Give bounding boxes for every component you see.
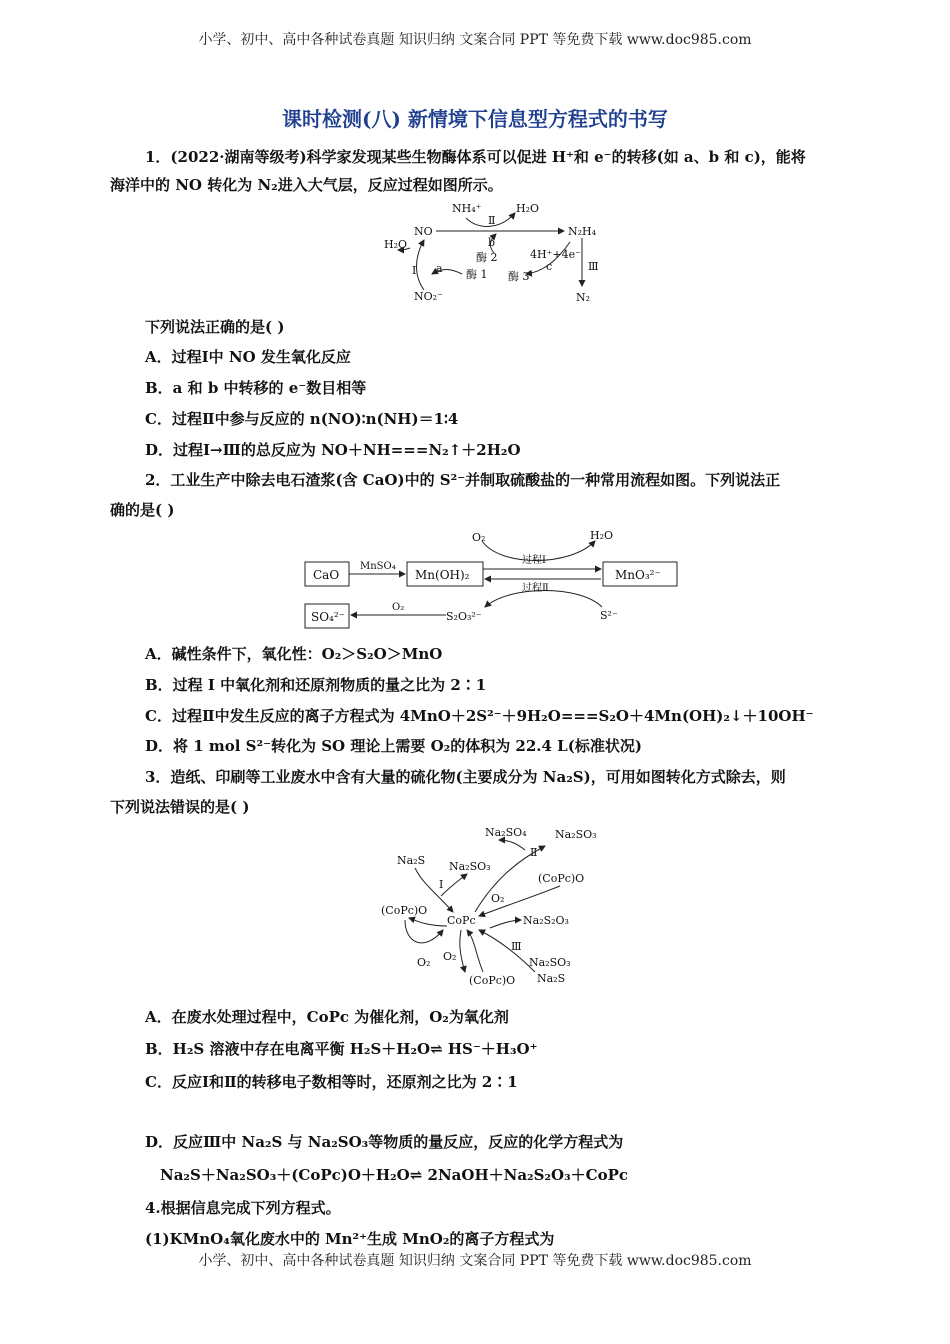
q3-copco-bottom: (CoPc)O bbox=[469, 974, 516, 987]
q3-o2-a: O₂ bbox=[417, 956, 431, 969]
q1-roman-ii: Ⅱ bbox=[488, 214, 496, 227]
q3-na2s-left: Na₂S bbox=[397, 854, 426, 867]
q1-reaction-diagram bbox=[370, 198, 610, 308]
q3-cycle-diagram bbox=[375, 822, 615, 994]
q1-line2: 海洋中的 NO 转化为 N₂进入大气层，反应过程如图所示。 bbox=[110, 176, 503, 194]
q1-stem: 下列说法正确的是( ) bbox=[145, 318, 285, 336]
q1-h-e: 4H⁺+4e⁻ bbox=[530, 248, 581, 261]
q3-o2-b: O₂ bbox=[443, 950, 457, 963]
q1-option-a: A．过程Ⅰ中 NO 发生氧化反应 bbox=[145, 348, 351, 366]
q2-option-a: A．碱性条件下，氧化性：O₂＞S₂O＞MnO bbox=[145, 645, 443, 663]
q2-proc1: 过程Ⅰ bbox=[522, 555, 546, 566]
page-title: 课时检测(八) 新情境下信息型方程式的书写 bbox=[282, 107, 668, 131]
q3-copco-left: (CoPc)O bbox=[381, 904, 428, 917]
q2-proc2: 过程Ⅱ bbox=[522, 583, 549, 594]
q2-option-b: B．过程 Ⅰ 中氧化剂和还原剂物质的量之比为 2∶1 bbox=[145, 676, 487, 694]
q1-a: a bbox=[436, 262, 443, 275]
q2-o2-bottom: O₂ bbox=[392, 602, 405, 613]
q3-line2: 下列说法错误的是( ) bbox=[110, 798, 250, 816]
q3-option-c: C．反应Ⅰ和Ⅱ的转移电子数相等时，还原剂之比为 2∶1 bbox=[145, 1073, 518, 1091]
q2-option-c: C．过程Ⅱ中发生反应的离子方程式为 4MnO＋2S²⁻＋9H₂O===S₂O＋4Mn(OH)₂↓＋10OH⁻ bbox=[145, 707, 814, 725]
q1-n2: N₂ bbox=[576, 291, 591, 304]
q2-cao: CaO bbox=[313, 568, 340, 582]
q2-h2o: H₂O bbox=[590, 529, 614, 542]
q3-na2so3-mid: Na₂SO₃ bbox=[449, 860, 491, 873]
q3-na2s2o3: Na₂S₂O₃ bbox=[523, 914, 569, 927]
q3-o2-mid: O₂ bbox=[491, 892, 505, 905]
q1-c: c bbox=[546, 260, 553, 273]
q1-roman-iii: Ⅲ bbox=[588, 260, 599, 273]
q2-line2: 确的是( ) bbox=[110, 501, 175, 519]
q1-line1: 1．(2022·湖南等级考)科学家发现某些生物酶体系可以促进 H⁺和 e⁻的转移(如 a、b 和 c)，能将 bbox=[145, 148, 806, 166]
q3-na2so3-br: Na₂SO₃ bbox=[529, 956, 571, 969]
q3-na2so3-top: Na₂SO₃ bbox=[555, 828, 597, 841]
q3-option-b: B．H₂S 溶液中存在电离平衡 H₂S＋H₂O⇌ HS⁻＋H₃O⁺ bbox=[145, 1040, 538, 1058]
q1-enzyme2: 酶 2 bbox=[476, 251, 498, 264]
q1-roman-i: Ⅰ bbox=[412, 264, 417, 277]
q2-mnso4: MnSO₄ bbox=[360, 561, 396, 572]
q1-nh4: NH₄⁺ bbox=[452, 202, 482, 215]
q4-line2: (1)KMnO₄氧化废水中的 Mn²⁺生成 MnO₂的离子方程式为 bbox=[145, 1230, 555, 1248]
q2-s2o3: S₂O₃²⁻ bbox=[446, 610, 482, 623]
q1-option-d: D．过程Ⅰ→Ⅲ的总反应为 NO＋NH===N₂↑＋2H₂O bbox=[145, 441, 521, 459]
q3-roman-i: Ⅰ bbox=[439, 878, 444, 891]
q1-no: NO bbox=[414, 225, 433, 238]
q3-copco-right: (CoPc)O bbox=[538, 872, 585, 885]
q3-equation: Na₂S＋Na₂SO₃＋(CoPc)O＋H₂O⇌ 2NaOH＋Na₂S₂O₃＋CoPc bbox=[160, 1166, 629, 1184]
q3-line1: 3．造纸、印刷等工业废水中含有大量的硫化物(主要成分为 Na₂S)，可用如图转化方式除去，则 bbox=[145, 768, 786, 786]
q2-mnoh2: Mn(OH)₂ bbox=[415, 568, 470, 582]
q2-flow-diagram bbox=[300, 527, 685, 635]
q1-h2o-left: H₂O bbox=[384, 238, 408, 251]
q2-line1: 2．工业生产中除去电石渣浆(含 CaO)中的 S²⁻并制取硫酸盐的一种常用流程如图。下列说法正 bbox=[145, 471, 781, 489]
q2-so4: SO₄²⁻ bbox=[311, 610, 346, 624]
q2-o2-top: O₂ bbox=[472, 531, 486, 544]
q3-na2s-br: Na₂S bbox=[537, 972, 566, 985]
q1-enzyme1: 酶 1 bbox=[466, 268, 488, 281]
page-header: 小学、初中、高中各种试卷真题 知识归纳 文案合同 PPT 等免费下载 www.doc985.com bbox=[198, 32, 752, 48]
page-footer: 小学、初中、高中各种试卷真题 知识归纳 文案合同 PPT 等免费下载 www.doc985.com bbox=[198, 1253, 752, 1269]
q3-option-a: A．在废水处理过程中，CoPc 为催化剂，O₂为氧化剂 bbox=[145, 1008, 509, 1026]
q1-enzyme3: 酶 3 bbox=[508, 270, 530, 283]
q2-s2: S²⁻ bbox=[600, 609, 618, 622]
q1-option-c: C．过程Ⅱ中参与反应的 n(NO)∶n(NH)＝1∶4 bbox=[145, 410, 459, 428]
q1-h2o-top: H₂O bbox=[516, 202, 540, 215]
q3-na2so4: Na₂SO₄ bbox=[485, 826, 527, 839]
q4-line1: 4.根据信息完成下列方程式。 bbox=[145, 1199, 341, 1217]
q2-mno3: MnO₃²⁻ bbox=[615, 568, 661, 582]
q3-copc: CoPc bbox=[447, 914, 476, 927]
q3-roman-iii: Ⅲ bbox=[511, 940, 522, 953]
q3-roman-ii: Ⅱ bbox=[530, 846, 538, 859]
q1-option-b: B．a 和 b 中转移的 e⁻数目相等 bbox=[145, 379, 367, 397]
q3-option-d: D．反应Ⅲ中 Na₂S 与 Na₂SO₃等物质的量反应，反应的化学方程式为 bbox=[145, 1133, 624, 1151]
q1-n2h4: N₂H₄ bbox=[568, 225, 597, 238]
q2-option-d: D．将 1 mol S²⁻转化为 SO 理论上需要 O₂的体积为 22.4 L(标准状况) bbox=[145, 737, 642, 755]
q1-no2: NO₂⁻ bbox=[414, 290, 443, 303]
q1-b: b bbox=[488, 236, 496, 249]
